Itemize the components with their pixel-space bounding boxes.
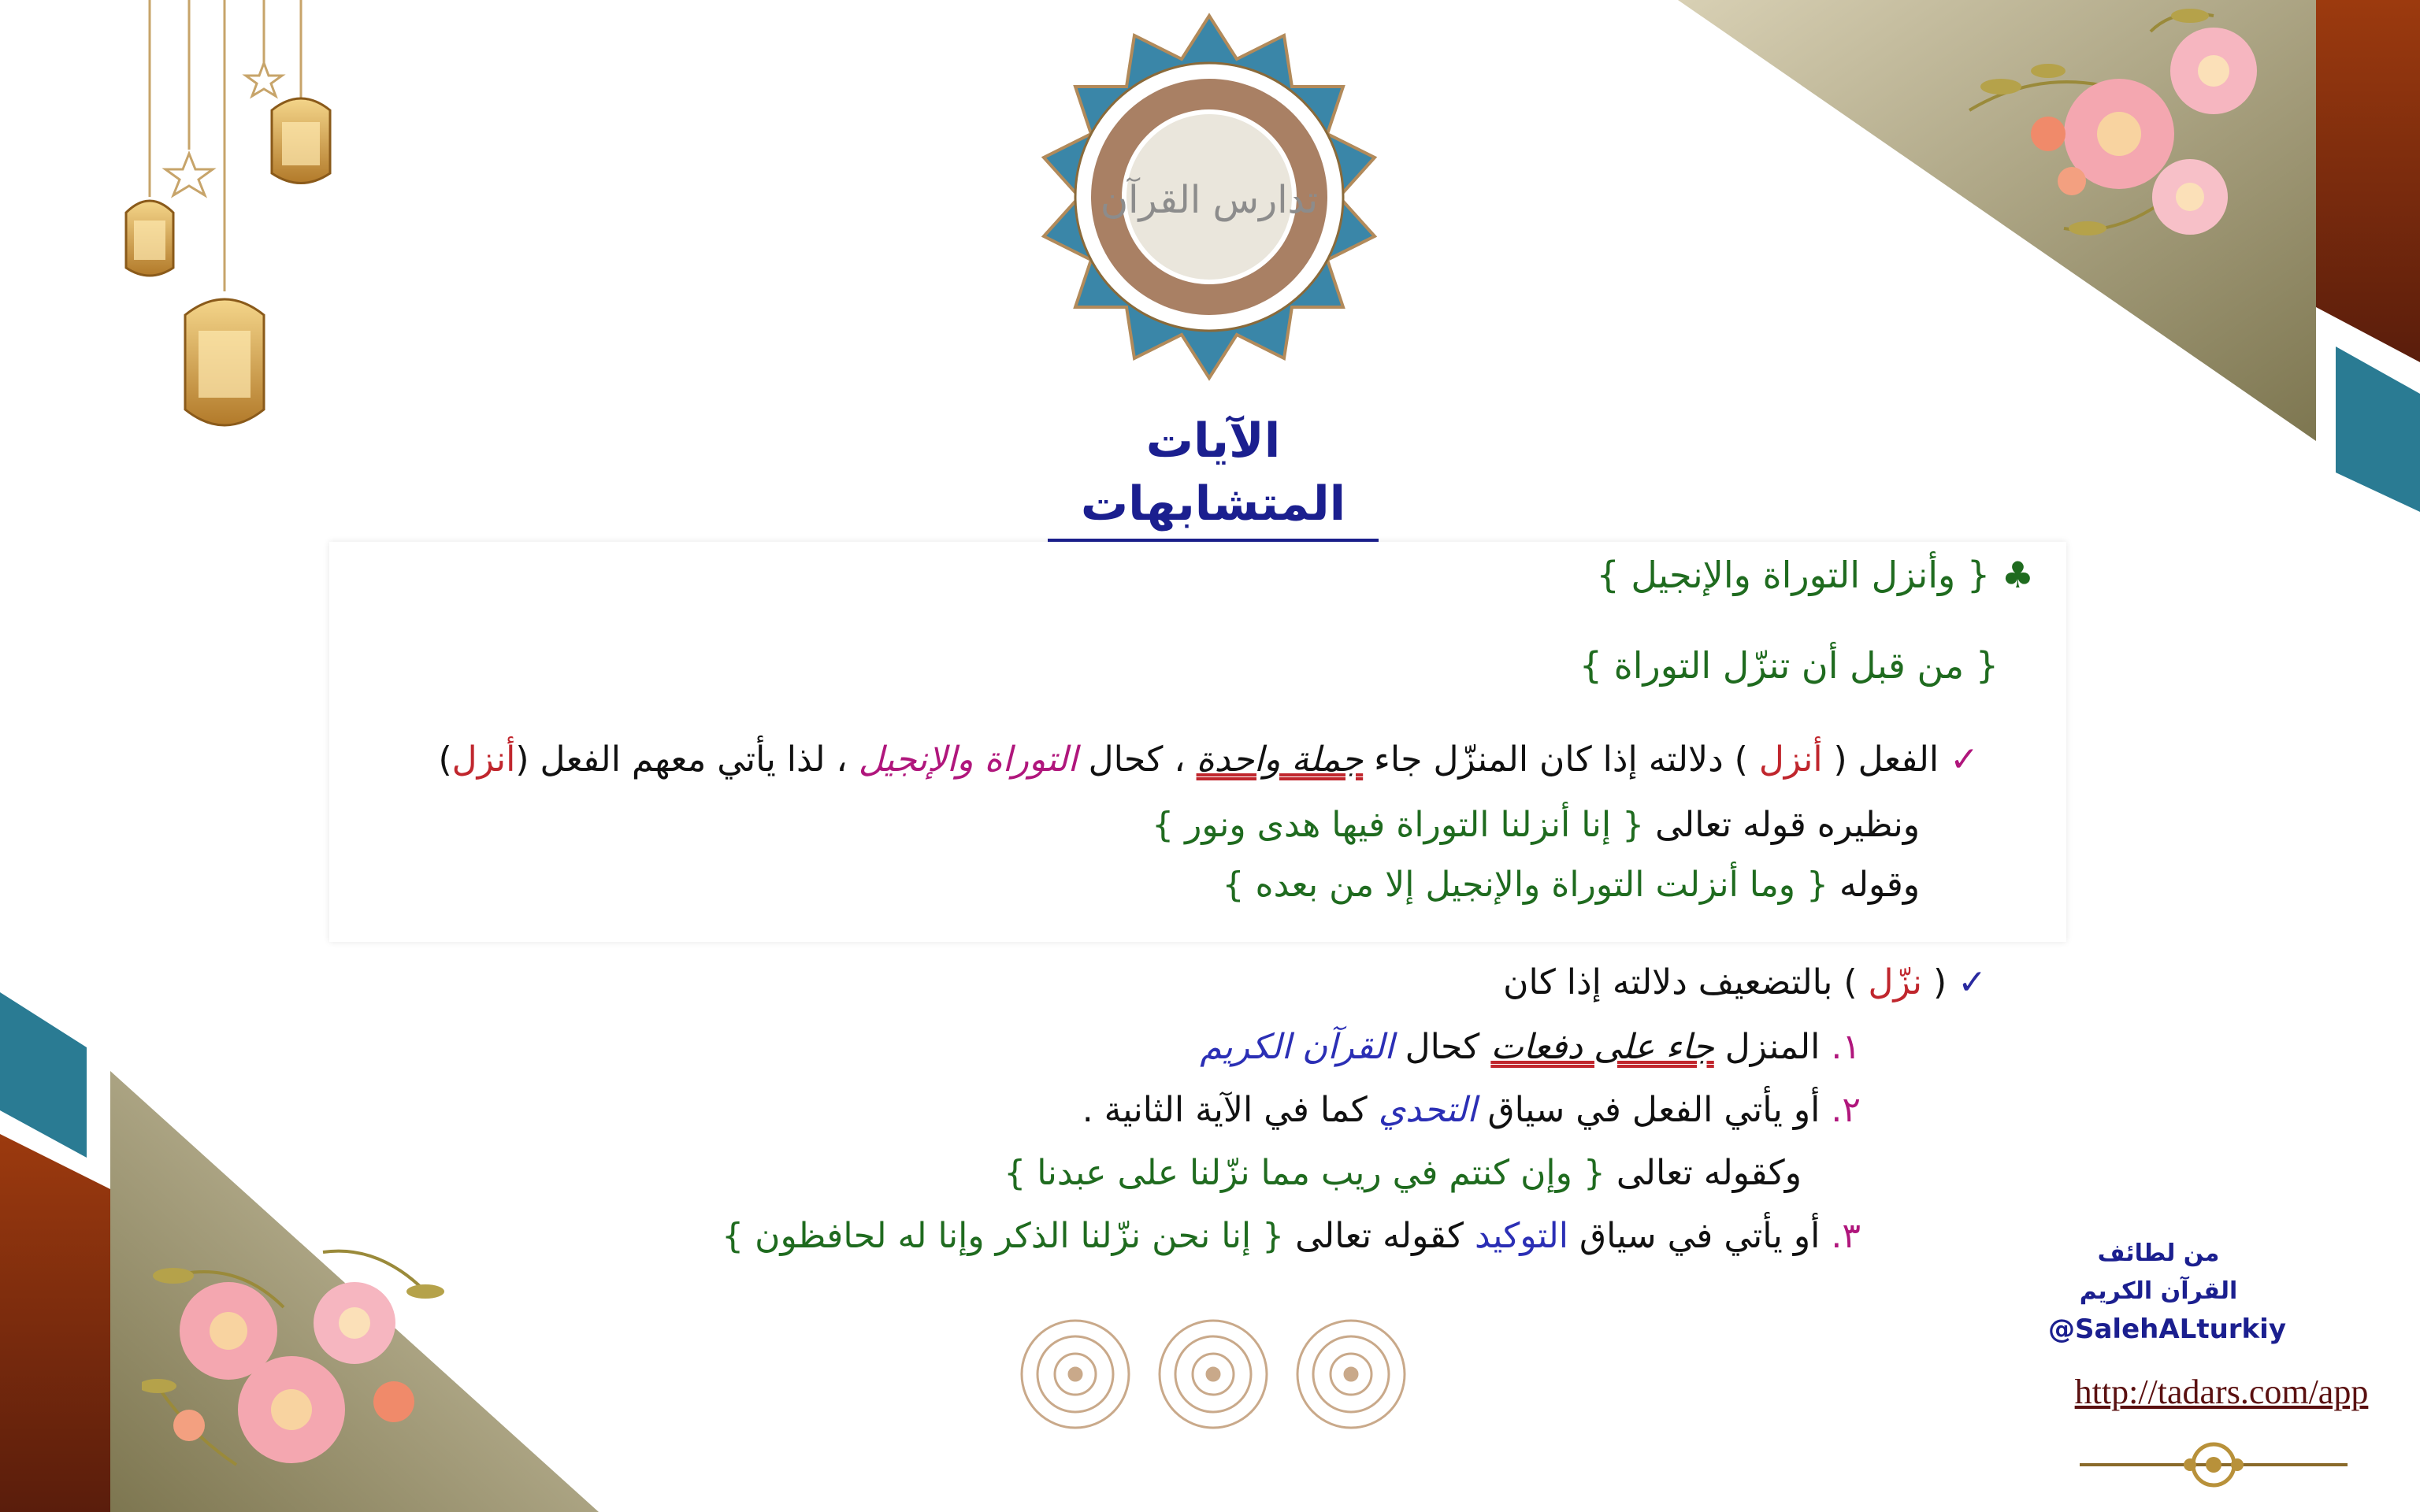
logo-text: تدارس القرآن	[1100, 178, 1319, 222]
flowers-top-right	[1954, 0, 2285, 252]
paragraph-2-head: ✓ ( نزّل ) بالتضعيف دلالته إذا كان	[1503, 962, 1987, 1002]
ornament-divider	[2072, 1433, 2355, 1496]
flowers-bottom-left	[142, 1228, 473, 1488]
lanterns-decoration	[95, 0, 362, 488]
verse-2: { من قبل أن تنزّل التوراة }	[1579, 644, 1999, 687]
paragraph-1-line-1: ✓ الفعل ( أنزل ) دلالته إذا كان المنزّل جاء جملة واحدة ، كحال التوراة والإنجيل ، لذا يأتي معهم الفعل (أنزل)	[438, 739, 1979, 780]
tadars-link[interactable]: http://tadars.com/app	[2074, 1373, 2369, 1411]
credit-line-2: القرآن الكريم	[2079, 1277, 2238, 1305]
tadars-logo	[1024, 12, 1394, 382]
paragraph-1-line-3: وقوله { وما أنزلت التوراة والإنجيل إلا من بعده }	[1222, 865, 1920, 905]
rosette-ornaments	[1016, 1315, 1410, 1433]
list-item-3: ٣. أو يأتي في سياق التوكيد كقوله تعالى { إنا نحن نزّلنا الذكر وإنا له لحافظون }	[722, 1216, 1861, 1256]
verse-1: ♣ { وأنزل التوراة والإنجيل }	[1596, 554, 2034, 596]
list-item-2-quote: وكقوله تعالى { وإن كنتم في ريب مما نزّلنا على عبدنا }	[1004, 1153, 1802, 1193]
checkmark-icon: ✓	[1950, 739, 1979, 780]
paragraph-1-line-2: ونظيره قوله تعالى { إنا أنزلنا التوراة فيها هدى ونور }	[1152, 805, 1920, 845]
credit-block	[2048, 1235, 2286, 1348]
list-item-1: ١. المنزل جاء على دفعات كحال القرآن الكريم	[1200, 1027, 1861, 1067]
twitter-handle[interactable]: @SalehALturkiy	[2048, 1314, 2286, 1345]
credit-line-1: من لطائف	[2097, 1240, 2220, 1267]
page-title: الآيات المتشابهات	[1048, 410, 1379, 542]
list-item-2: ٢. أو يأتي الفعل في سياق التحدي كما في الآية الثانية .	[1082, 1090, 1861, 1130]
checkmark-icon: ✓	[1958, 962, 1987, 1002]
